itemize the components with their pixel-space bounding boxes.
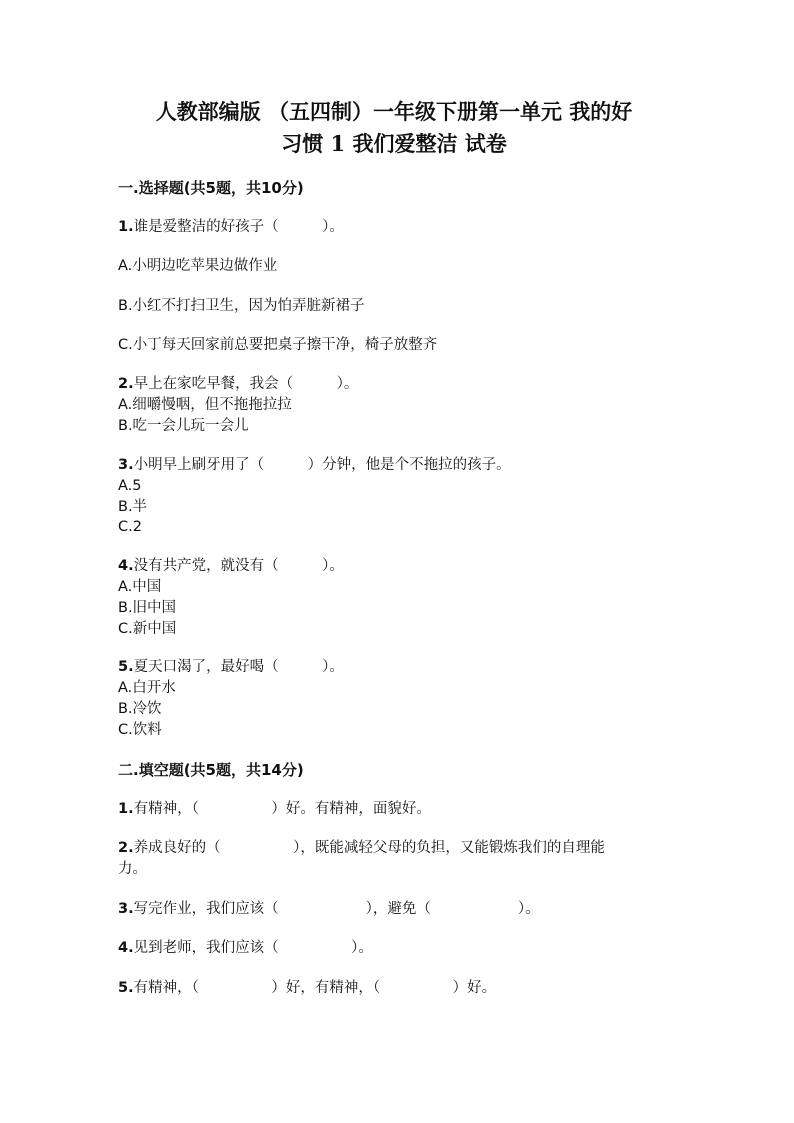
question-3-choice <box>118 455 511 476</box>
option-a: A.细嚼慢咽，但不拖拖拉拉 <box>118 397 292 413</box>
question-text: 写完作业，我们应该（ ），避免（ ）。 <box>133 901 540 917</box>
exam-title <box>114 96 674 160</box>
option-a: A.5 <box>118 478 142 494</box>
option-a: A.中国 <box>118 579 162 595</box>
question-5-choice <box>118 657 344 678</box>
question-number: 4. <box>118 940 134 956</box>
option-a: A.白开水 <box>118 680 176 696</box>
question-text: 小明早上刷牙用了（ ）分钟，他是个不拖拉的孩子。 <box>133 457 511 473</box>
question-1-fill <box>118 799 431 820</box>
question-text: 养成良好的（ ），既能减轻父母的负担，又能锻炼我们的自理能 <box>133 840 605 856</box>
exam-page <box>118 96 678 996</box>
option-b: B.小红不打扫卫生，因为怕弄脏新裙子 <box>118 298 365 314</box>
option-b: B.半 <box>118 499 148 515</box>
question-number: 5. <box>118 980 134 996</box>
question-text: 夏天口渴了，最好喝（ ）。 <box>133 659 344 675</box>
question-4-choice <box>118 556 344 577</box>
section-heading-choice: 一.选择题(共5题，共10分) <box>118 179 304 197</box>
exam-title-line2: 习惯 1 我们爱整洁 试卷 <box>281 131 507 156</box>
question-number: 5. <box>118 659 134 675</box>
option-c: C.饮料 <box>118 722 162 738</box>
question-3-fill <box>118 899 540 920</box>
option-b: B.旧中国 <box>118 600 177 616</box>
question-text: 有精神，（ ）好。有精神，面貌好。 <box>133 801 431 817</box>
option-c: C.2 <box>118 519 142 535</box>
question-text: 早上在家吃早餐，我会（ ）。 <box>133 376 359 392</box>
question-text-continued: 力。 <box>118 861 147 877</box>
option-c: C.小丁每天回家前总要把桌子擦干净，椅子放整齐 <box>118 337 438 353</box>
option-c: C.新中国 <box>118 621 177 637</box>
question-number: 2. <box>118 840 134 856</box>
question-text: 谁是爱整洁的好孩子（ ）。 <box>133 219 344 235</box>
exam-title-line1: 人教部编版 （五四制）一年级下册第一单元 我的好 <box>155 99 633 124</box>
question-text: 有精神，（ ）好，有精神，（ ）好。 <box>133 980 497 996</box>
question-number: 1. <box>118 219 134 235</box>
option-b: B.吃一会儿玩一会儿 <box>118 418 249 434</box>
question-number: 4. <box>118 558 134 574</box>
option-b: B.冷饮 <box>118 701 162 717</box>
option-a: A.小明边吃苹果边做作业 <box>118 258 278 274</box>
question-2-choice <box>118 374 358 395</box>
question-number: 2. <box>118 376 134 392</box>
question-text: 见到老师，我们应该（ ）。 <box>133 940 373 956</box>
question-text: 没有共产党，就没有（ ）。 <box>133 558 344 574</box>
question-2-fill <box>118 838 678 880</box>
question-1-choice <box>118 217 344 238</box>
section-heading-fill: 二.填空题(共5题，共14分) <box>118 761 304 779</box>
question-number: 3. <box>118 457 134 473</box>
question-number: 1. <box>118 801 134 817</box>
question-number: 3. <box>118 901 134 917</box>
question-4-fill <box>118 938 373 959</box>
question-5-fill <box>118 978 496 999</box>
